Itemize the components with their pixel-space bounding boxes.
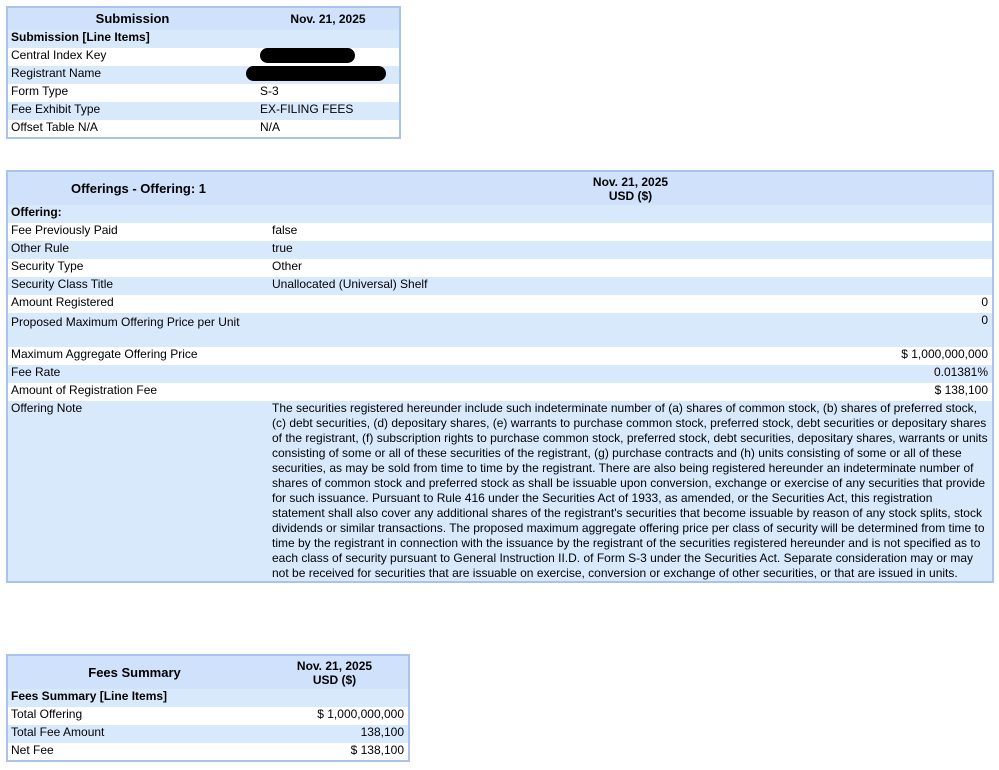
row-label-proposed-max-price-per-unit: Proposed Maximum Offering Price per Unit: [7, 313, 269, 347]
row-label-registration-fee: Amount of Registration Fee: [7, 383, 269, 401]
offering-note-text: The securities registered hereunder include such indeterminate number of (a) shares of common stock, (b) shares of preferred stock, (c) debt securities, (d) depositary shares, (e) warrants to purchase common stock, preferred stock, debt securities or depositary shares of the registrant, (f) subscription rights to purchase common stock, preferred stock, debt securities, depositary shares, warrants or units consisting of some or all of these securities of the registrant, (g) purchase contracts and (h) units consisting of some or all of these securities, as may be sold from time to time by the registrant. There are also being registered hereunder an indeterminate number of shares of common stock and preferred stock as shall be issuable upon conversion, exchange or exercise of any securities that provide for such issuance. Pursuant to Rule 416 under the Securities Act of 1933, as amended, or the Securities Act, this registration statement shall also cover any additional shares of the registrant's securities that become issuable by reason of any stock splits, stock dividends or similar transactions. The proposed maximum aggregate offering price per class of security will be determined from time to time by the registrant in connection with the issuance by the registrant of the securities registered hereunder and is not specified as to each class of security pursuant to General Instruction II.D. of Form S-3 under the Securities Act. Separate consideration may or may not be received for securities that are issuable on exercise, conversion or exchange of other securities, or that are issued in units.: [269, 401, 993, 582]
offering-section-label: Offering:: [7, 205, 993, 223]
net-fee-value: $ 138,100: [261, 743, 409, 761]
max-aggregate-offering-price-value: $ 1,000,000,000: [269, 347, 993, 365]
offset-table-value: N/A: [257, 120, 400, 138]
total-offering-value: $ 1,000,000,000: [261, 707, 409, 725]
other-rule-value: true: [269, 241, 993, 259]
security-class-title-value: Unallocated (Universal) Shelf: [269, 277, 993, 295]
row-label-net-fee: Net Fee: [7, 743, 261, 761]
row-label-form-type: Form Type: [7, 84, 257, 102]
row-label-fee-exhibit-type: Fee Exhibit Type: [7, 102, 257, 120]
security-type-value: Other: [269, 259, 993, 277]
row-label-central-index-key: Central Index Key: [7, 48, 257, 66]
fee-exhibit-type-value: EX-FILING FEES: [257, 102, 400, 120]
submission-section-label: Submission [Line Items]: [7, 30, 400, 48]
total-fee-amount-value: 138,100: [261, 725, 409, 743]
row-label-max-aggregate-offering-price: Maximum Aggregate Offering Price: [7, 347, 269, 365]
fees-date-header: [261, 655, 409, 689]
row-label-security-type: Security Type: [7, 259, 269, 277]
row-label-fee-rate: Fee Rate: [7, 365, 269, 383]
form-type-value: S-3: [257, 84, 400, 102]
registrant-name-value: [257, 66, 400, 84]
registration-fee-value: $ 138,100: [269, 383, 993, 401]
row-label-fee-previously-paid: Fee Previously Paid: [7, 223, 269, 241]
fees-date: Nov. 21, 2025: [296, 658, 373, 673]
proposed-max-price-per-unit-value: 0: [269, 313, 993, 347]
redaction-bar: [260, 48, 355, 63]
row-label-registrant-name: Registrant Name: [7, 66, 257, 84]
fees-heading: Fees Summary: [7, 655, 261, 689]
row-label-total-offering: Total Offering: [7, 707, 261, 725]
offering-date-header: [269, 171, 993, 205]
submission-heading: Submission: [7, 7, 257, 30]
row-label-offering-note: Offering Note: [7, 401, 269, 582]
central-index-key-value: [257, 48, 400, 66]
row-label-amount-registered: Amount Registered: [7, 295, 269, 313]
row-label-total-fee-amount: Total Fee Amount: [7, 725, 261, 743]
amount-registered-value: 0: [269, 295, 993, 313]
offerings-table: [6, 170, 994, 583]
fees-summary-table: [6, 654, 410, 762]
fees-section-label: Fees Summary [Line Items]: [7, 689, 409, 707]
redaction-bar: [246, 66, 386, 81]
fee-rate-value: 0.01381%: [269, 365, 993, 383]
fee-previously-paid-value: false: [269, 223, 993, 241]
offering-date: Nov. 21, 2025: [592, 174, 669, 189]
fees-currency: USD ($): [312, 672, 357, 687]
offering-heading: Offerings - Offering: 1: [7, 171, 269, 205]
submission-date: Nov. 21, 2025: [257, 7, 400, 30]
row-label-other-rule: Other Rule: [7, 241, 269, 259]
offering-currency: USD ($): [608, 188, 653, 203]
row-label-security-class-title: Security Class Title: [7, 277, 269, 295]
row-label-offset-table: Offset Table N/A: [7, 120, 257, 138]
submission-table: [6, 6, 401, 139]
